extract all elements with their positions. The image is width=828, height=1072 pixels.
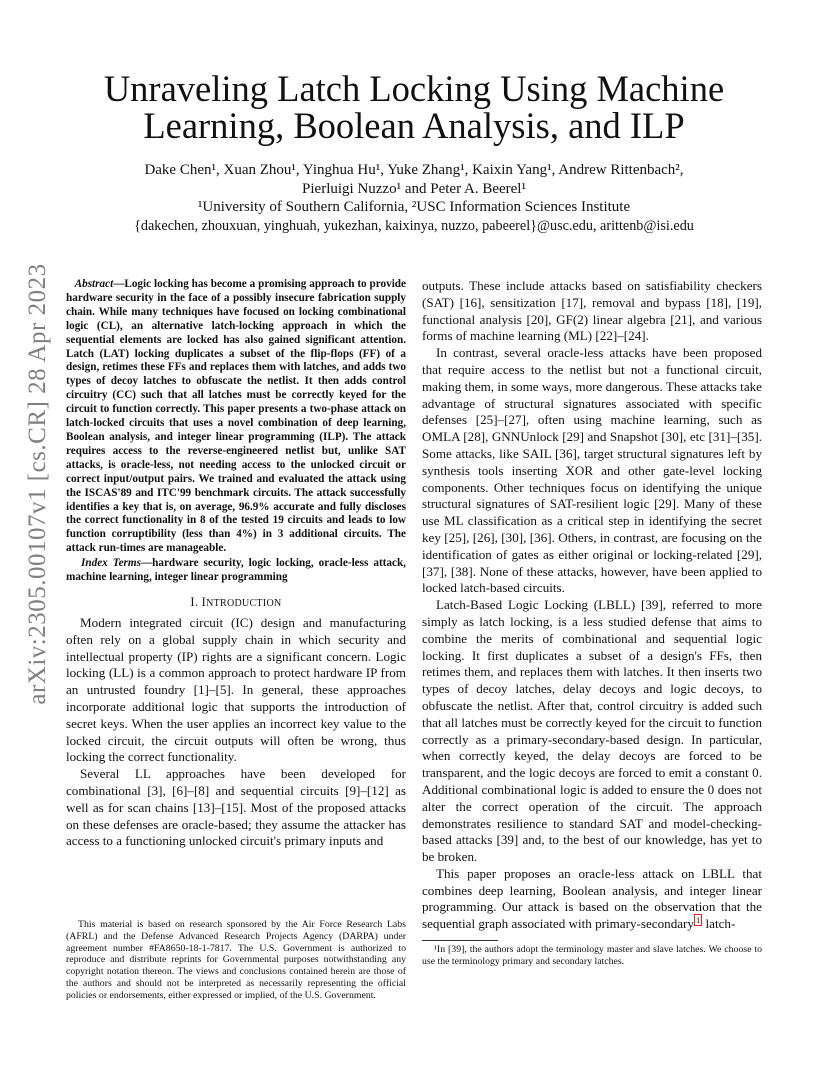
author-line-1: Dake Chen¹, Xuan Zhou¹, Yinghua Hu¹, Yuke Zhang¹, Kaixin Yang¹, Andrew Rittenbach², [144, 162, 684, 178]
right-paragraph-0: outputs. These include attacks based on satisfiability checkers (SAT) [16], sensitization [17], removal and bypass [18], [19], functional analysis [20], GF(2) linear algebra [21], and various forms of machine learning (ML) [22]–[24]. [422, 278, 762, 344]
index-terms [66, 557, 406, 585]
section-heading-introduction: I. INTRODUCTION [190, 594, 282, 609]
footnote-link[interactable]: 1 [695, 914, 701, 925]
terminology-footnote: ¹In [39], the authors adopt the terminology master and slave latches. We choose to use the terminology primary and secondary latches. [422, 944, 762, 967]
abstract-label: Abstract [74, 278, 114, 290]
right-paragraph-1: In contrast, several oracle-less attacks have been proposed that require access to the netlist but not a functional circuit, making them, in some ways, more dangerous. These attacks take advantage of structural signatures associated with specific defenses [25]–[27], often using machine learning, such as OMLA [28], GNNUnlock [29] and Snapshot [30], etc [31]–[35]. Some attacks, like SAIL [36], target structural signatures left by synthesis tools inserting XOR and other gate-level locking components. Other techniques focus on identifying the unique structural signatures of SAT-resilient logic [29]. Many of these use ML classification as a critical step in identifying the secret key [25], [26], [30], [36]. Others, in contrast, are focusing on the identification of gates as either original or locking-related [29], [37], [38]. None of these attacks, however, have been applied to locked latch-based circuits. [422, 345, 762, 596]
funding-footnote: This material is based on research sponsored by the Air Force Research Labs (AFRL) and the Defense Advanced Research Projects Agency (DARPA) under agreement number #FA8650-18-1-7817. The U.S. Government is authorized to reproduce and distribute reprints for Governmental purposes notwithstanding any copyright notation thereon. The views and conclusions contained herein are those of the authors and should not be interpreted as necessarily representing the official policies or endorsements, either expressed or implied, of the U.S. Government. [66, 919, 406, 1001]
affiliations: ¹University of Southern California, ²USC Information Sciences Institute [197, 199, 631, 215]
paper-title: Unraveling Latch Locking Using Machine Learning, Boolean Analysis, and ILP [103, 68, 725, 146]
left-column [66, 278, 406, 850]
footnote-rule [422, 940, 498, 941]
abstract-text: —Logic locking has become a promising approach to provide hardware security in the face of a possibly insecure fabrication supply chain. While many techniques have focused on locking combinational logic (CL), an alternative latch-locking approach in which the sequential elements are locked has also gained significant attention. Latch (LAT) locking duplicates a subset of the flip-flops (FF) of a design, retimes these FFs and replaces them with latches, and adds two types of decoy latches to obfuscate the netlist. It then adds control circuitry (CC) such that all latches must be correctly keyed for the circuit to function correctly. This paper presents a two-phase attack on latch-locked circuits that uses a novel combination of deep learning, Boolean analysis, and integer linear programming (ILP). The attack requires access to the reverse-engineered netlist but, unlike SAT attacks, is oracle-less, not needing access to the unlocked circuit or correct input/output pairs. We trained and evaluated the attack using the ISCAS'89 and ITC'99 benchmark circuits. The attack successfully identifies a key that is, on average, 96.9% accurate and fully discloses the correct functionality in 8 of the tested 19 circuits and leads to low function corruptibility (less than 4%) in 3 additional circuits. The attack run-times are manageable. [66, 278, 406, 555]
index-terms-label: Index Terms [81, 557, 141, 570]
arxiv-identifier: arXiv:2305.00107v1 [cs.CR] 28 Apr 2023 [24, 263, 51, 705]
intro-paragraph-1: Modern integrated circuit (IC) design and manufacturing often rely on a global supply chain in which security and intellectual property (IP) rights are a significant concern. Logic locking (LL) is a common approach to protect hardware IP from an untrusted foundry [1]–[5]. In general, these approaches incorporate additional logic that supports the introduction of secret keys. When the user applies an incorrect key value to the locked circuit, the circuit outputs will often be wrong, thus locking the correct functionality. [66, 614, 406, 765]
right-column [422, 278, 762, 933]
intro-paragraph-2: Several LL approaches have been developed for combinational [3], [6]–[8] and sequential circuits [9]–[12] as well as for scan chains [13]–[15]. Most of the proposed attacks on these defenses are oracle-based; they assume the attacker has access to a functioning unlocked circuit's primary inputs and [66, 766, 406, 849]
right-paragraph-3: This paper proposes an oracle-less attack on LBLL that combines deep learning, Boolean analysis, and integer linear programming. Our attack is based on the observation that the sequential graph associated with primary-secondary $^1$ latch- [422, 865, 762, 932]
abstract [66, 278, 406, 556]
right-paragraph-2: Latch-Based Logic Locking (LBLL) [39], referred to more simply as latch locking, is a less studied defense that aims to combine the merits of combinational and sequential logic locking. It first duplicates a subset of a design's FFs, then retimes them, and replaces them with latches. It then inserts two types of decoy latches, delay decoys and logic decoys, to obfuscate the netlist. After that, control circuitry is added such that all latches must be correctly keyed for the circuit to function correctly as a primary-secondary-based design. In particular, when correctly keyed, the delay decoys are forced to be transparent, and the logic decoys are forced to emit a constant 0. Additional combinational logic is added to ensure the 0 does not alter the correct operation of the circuit. The approach demonstrates resilience to standard SAT and model-checking-based attacks [39] and, to the best of our knowledge, has yet to be broken. [422, 597, 762, 865]
author-list [60, 161, 768, 199]
author-line-2: Pierluigi Nuzzo¹ and Peter A. Beerel¹ [302, 181, 526, 197]
index-terms-text: —hardware security, logic locking, oracle-less attack, machine learning, integer linear programming [66, 557, 406, 584]
author-emails: {dakechen, zhouxuan, yinghuah, yukezhan, kaixinya, nuzzo, pabeerel}@usc.edu, arittenb@isi.edu [134, 218, 694, 234]
